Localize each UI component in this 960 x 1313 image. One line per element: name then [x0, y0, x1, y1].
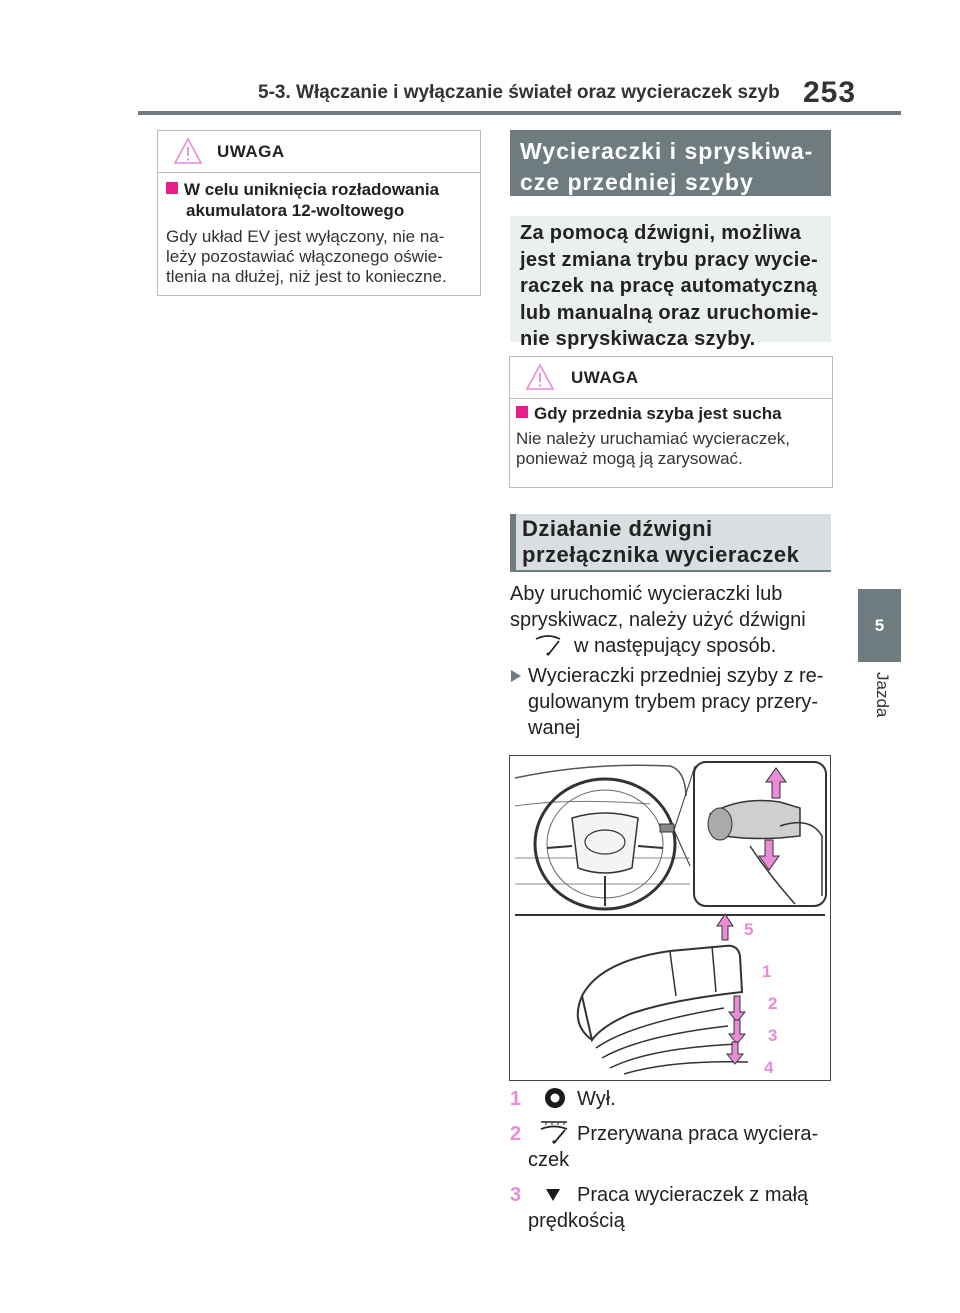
- lever-intro-paragraph-end: w następujący sposób.: [574, 635, 777, 657]
- warning-box-battery: [157, 130, 481, 296]
- warning-subtitle: W celu uniknięcia rozładowania: [166, 179, 476, 200]
- bullet-square-icon: [166, 182, 178, 194]
- warning-title: UWAGA: [571, 368, 639, 387]
- position-label-4: 4: [764, 1058, 774, 1077]
- chapter-label: Jazda: [873, 672, 892, 718]
- position-label-1: 1: [762, 962, 772, 981]
- position-number: 3: [510, 1184, 522, 1206]
- warning-title: UWAGA: [217, 142, 285, 161]
- position-text: Wył.: [577, 1088, 616, 1110]
- page-number: 253: [803, 76, 857, 109]
- wiper-lever-illustration: [509, 755, 831, 1081]
- bullet-square-icon: [516, 406, 528, 418]
- position-text-cont: prędkością: [528, 1210, 625, 1232]
- chapter-tab[interactable]: [858, 589, 901, 662]
- wiper-lever-icon: [533, 635, 563, 657]
- warning-body-line: tlenia na dłużej, niż jest to konieczne.: [166, 267, 447, 286]
- position-number: 2: [510, 1123, 522, 1145]
- warning-triangle-icon: [173, 137, 203, 165]
- header-divider: [138, 111, 901, 115]
- chapter-label-wrap: [866, 672, 896, 732]
- position-text: Praca wycieraczek z małą: [577, 1184, 809, 1206]
- warning-subtitle-cont: akumulatora 12-woltowego: [186, 201, 405, 220]
- position-label-2: 2: [768, 994, 778, 1013]
- list-item-intermittent: Wycieraczki przedniej szyby z re- gulowanym trybem pracy przery- wanej: [528, 665, 824, 739]
- lever-intro-paragraph: Aby uruchomić wycieraczki lub spryskiwacz, należy użyć dźwigni: [510, 583, 806, 631]
- warning-header: [510, 357, 832, 399]
- warning-subtitle: Gdy przednia szyba jest sucha: [516, 403, 828, 424]
- warning-body-line: leży pozostawiać włączonego oświe-: [166, 247, 443, 266]
- intro-summary: Za pomocą dźwigni, możliwa jest zmiana trybu pracy wycie- raczek na pracę automatyczną lub manualną oraz uruchomie- nie spryskiwacza szyby.: [510, 216, 831, 342]
- warning-header: [158, 131, 480, 173]
- section-heading-wipers: Wycieraczki i spryskiwa- cze przedniej szyby: [510, 130, 831, 196]
- warning-box-dry-windshield: [509, 356, 833, 488]
- warning-body-line: Nie należy uruchamiać wycieraczek,: [516, 429, 790, 448]
- section-title: 5-3. Włączanie i wyłączanie świateł oraz wycieraczek szyb: [258, 82, 780, 103]
- low-speed-arrow-icon: [545, 1188, 561, 1202]
- section-heading-lever: Działanie dźwigni przełącznika wycieraczek: [510, 514, 831, 572]
- position-text: Przerywana praca wyciera-: [577, 1123, 819, 1145]
- off-position-icon: [544, 1087, 566, 1109]
- intermittent-wiper-icon: [538, 1120, 570, 1146]
- triangle-bullet-icon: [510, 669, 522, 683]
- position-text-cont: czek: [528, 1149, 570, 1171]
- position-number: 1: [510, 1088, 522, 1110]
- position-label-3: 3: [768, 1026, 778, 1045]
- chapter-number: 5: [874, 615, 885, 635]
- warning-body-line: ponieważ mogą ją zarysować.: [516, 449, 743, 468]
- position-label-5: 5: [744, 920, 754, 939]
- illustration-drawing: [510, 756, 830, 1080]
- warning-body-line: Gdy układ EV jest wyłączony, nie na-: [166, 227, 445, 246]
- warning-triangle-icon: [525, 363, 555, 391]
